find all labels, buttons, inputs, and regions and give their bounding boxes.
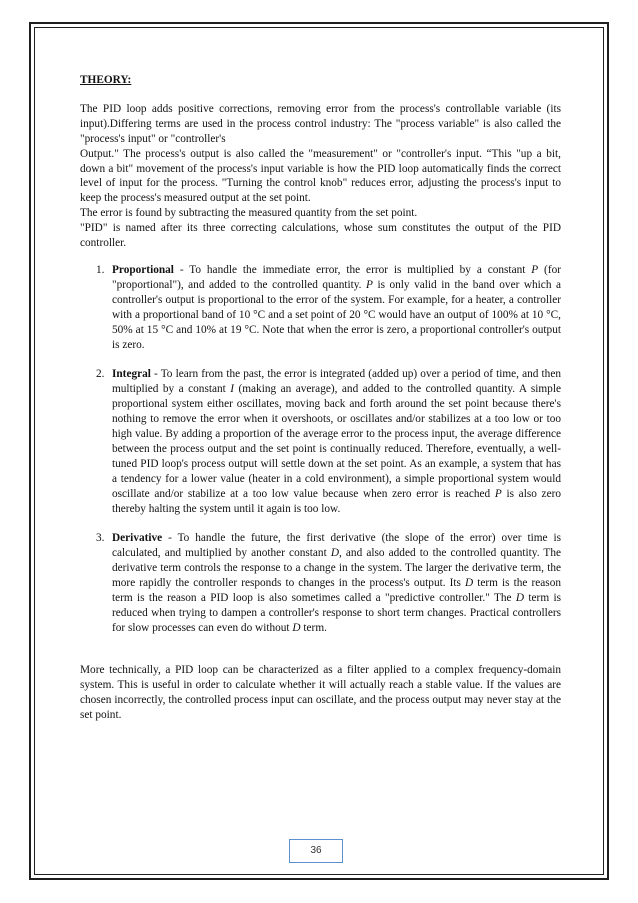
item-text: is only valid in the band over which a controller's output is proportional to the error of the system. For example, for a heater, a controller with a proportional band of 10 °C and a set point of 20 °C would have an output of 100% at 10 °C, 50% at 15 °C and 10% at 19 °C. Note that when the error is zero, a proportional controller's output is zero.	[112, 278, 561, 351]
pid-terms-list	[80, 263, 561, 636]
item-text: term is reduced when trying to dampen a controller's response to short term changes. Practical controllers for slow processes can even do without	[112, 592, 561, 634]
intro-paragraph-2: Output." The process's output is also called the "measurement" or "controller's input. “This "up a bit, down a bit" movement of the process's input variable is how the PID loop automatically finds the correct level of input for the process. "Turning the control knob" reduces error, adjusting the process's input to keep the process's measured output at the set point.	[80, 147, 561, 205]
list-number: 1.	[96, 263, 105, 276]
variable: P	[531, 263, 539, 276]
term-derivative: Derivative	[112, 532, 163, 545]
variable: D	[465, 577, 474, 590]
document-body	[80, 73, 561, 722]
variable: P	[494, 487, 502, 500]
variable: P	[366, 278, 373, 291]
section-heading: THEORY:	[80, 74, 132, 86]
intro-paragraph-4: "PID" is named after its three correcting calculations, whose sum constitutes the output of the PID controller.	[80, 222, 561, 250]
intro-block	[80, 102, 561, 251]
item-text: - To learn from the past, the error is integrated (added up) over a period of time, and then multiplied by a constant	[112, 368, 561, 396]
intro-paragraph-1: The PID loop adds positive corrections, removing error from the process's controllable variable (its input).Differing terms are used in the process control industry: The "process variable" is also called the "process's input" or "controller's	[80, 102, 561, 145]
list-item-derivative	[80, 531, 561, 635]
item-text: , and also added to the controlled quantity. The derivative term controls the response to a change in the system. The larger the derivative term, the more rapidly the controller responds to changes in the process's output. Its	[112, 547, 561, 590]
variable: D	[330, 547, 339, 560]
list-item-integral	[80, 367, 561, 516]
intro-paragraph-3: The error is found by subtracting the measured quantity from the set point.	[80, 207, 418, 220]
item-text: term.	[300, 621, 327, 634]
item-text: - To handle the immediate error, the error is multiplied by a constant	[173, 263, 532, 276]
item-text: is also zero thereby halting the system until it again is too low.	[112, 487, 561, 515]
variable: D	[292, 621, 301, 634]
term-proportional: Proportional	[112, 263, 174, 276]
item-text: term is the reason term is the reason a PID loop is also sometimes called a "predictive controller." The	[112, 577, 561, 605]
item-text: (making an average), and added to the controlled quantity. A simple proportional system either oscillates, moving back and forth around the set point because there's nothing to remove the error when it overshoots, or oscillates and/or stabilizes at a too low or too high value. By adding a proportion of the average error to the process input, the average difference between the process output and the set point is continually reduced. Therefore, eventually, a well-tuned PID loop's process output will settle down at the set point. As an example, a system that has a tendency for a lower value (heater in a cold environment), a simple proportional system would oscillate and/or stabilize at a too low value because when zero error is reached	[112, 383, 561, 500]
page-number: 36	[310, 845, 322, 856]
list-number: 3.	[96, 532, 105, 545]
item-text: - To handle the future, the first derivative (the slope of the error) over time is calculated, and multiplied by another constant	[112, 532, 561, 560]
variable: D	[515, 592, 525, 605]
list-item-proportional	[80, 263, 561, 352]
item-text: (for "proportional"), and added to the controlled quantity.	[112, 263, 561, 291]
variable: I	[230, 383, 235, 396]
term-integral: Integral	[112, 368, 151, 381]
list-number: 2.	[96, 368, 105, 381]
page-number-box	[289, 839, 343, 863]
closing-paragraph: More technically, a PID loop can be characterized as a filter applied to a complex frequency-domain system. This is useful in order to calculate whether it will actually reach a stable value. If the values are chosen incorrectly, the controlled process input can oscillate, and the process output may never stay at the set point.	[80, 663, 561, 721]
